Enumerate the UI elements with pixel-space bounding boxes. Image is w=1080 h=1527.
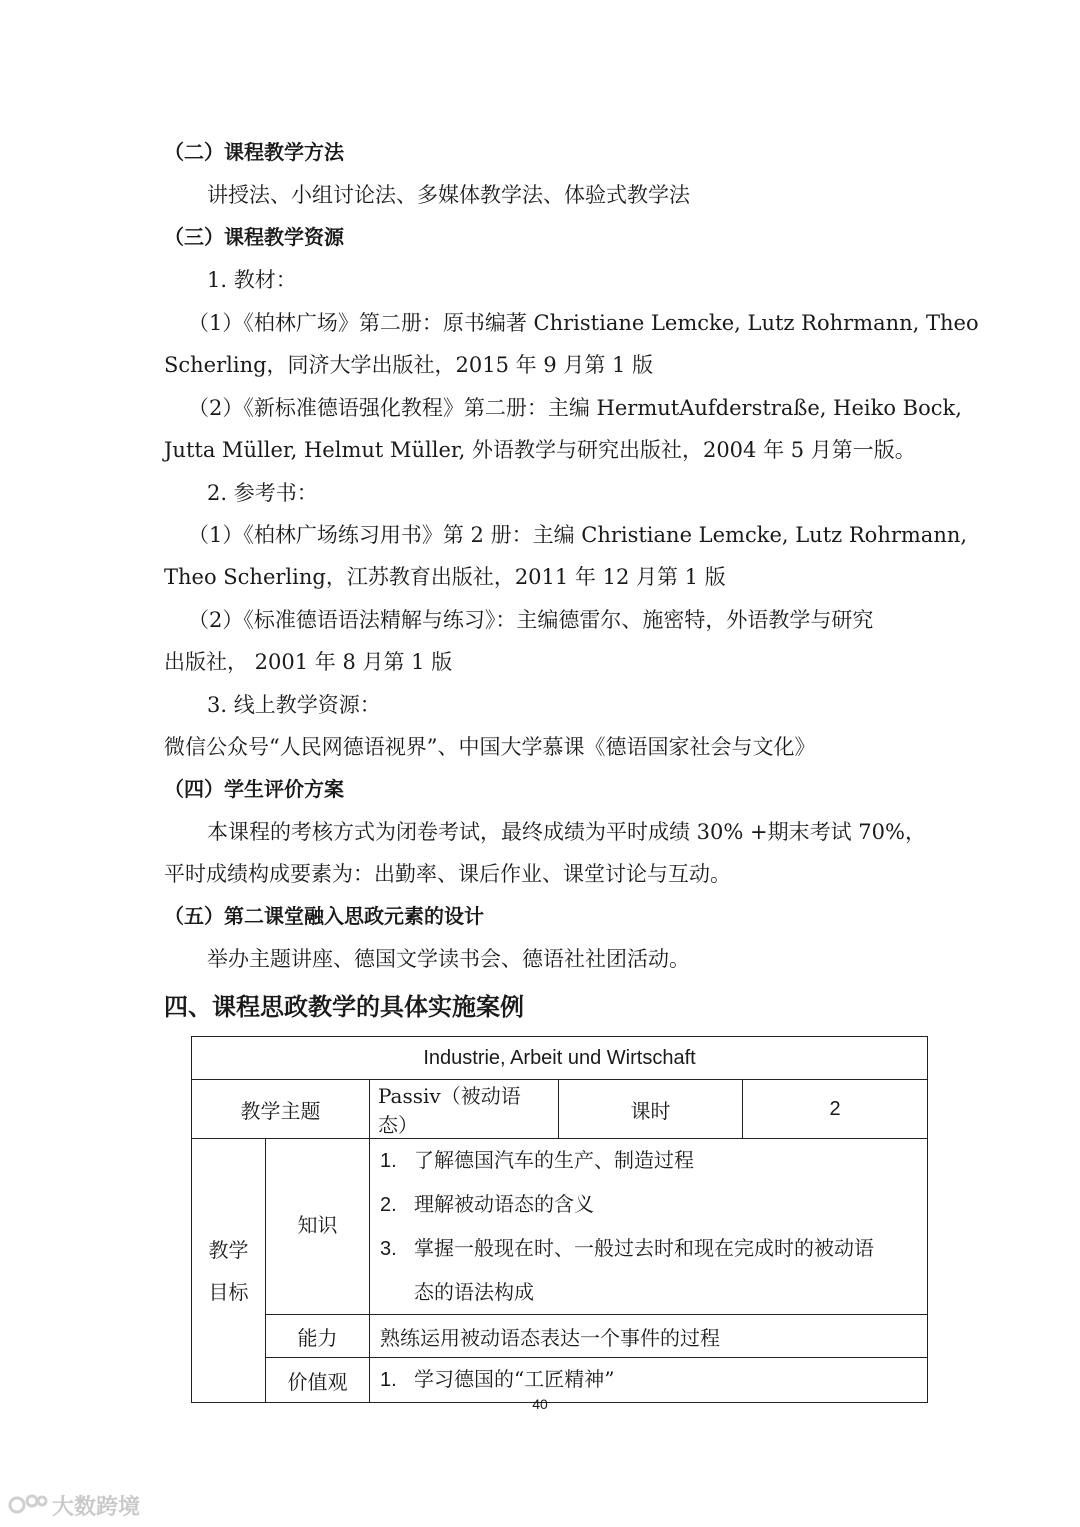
online-label: 3. 线上教学资源： xyxy=(207,693,381,717)
reference1-line1: （1）《柏林广场练习用书》第 2 册：主编 Christiane Lemcke, Lutz Rohrmann, xyxy=(188,523,968,547)
watermark-text: 大数跨境 xyxy=(52,1495,141,1520)
knowledge-item-text: 了解德国汽车的生产、制造过程 xyxy=(414,1148,694,1172)
methods-heading: （二）课程教学方法 xyxy=(164,140,344,164)
case-heading: 四、课程思政教学的具体实施案例 xyxy=(164,993,524,1021)
hours-value: 2 xyxy=(743,1080,928,1139)
textbook1-line1: （1）《柏林广场》第二册：原书编著 Christiane Lemcke, Lutz Rohrmann, Theo xyxy=(188,311,979,335)
ability-label: 能力 xyxy=(266,1315,370,1358)
watermark-logo-icon xyxy=(8,1492,48,1524)
ability-row xyxy=(192,1315,928,1358)
knowledge-label: 知识 xyxy=(266,1139,370,1315)
case-title-row xyxy=(192,1037,928,1080)
page-number: 40 xyxy=(532,1396,548,1412)
reference2-line2: 出版社， 2001 年 8 月第 1 版 xyxy=(164,650,453,674)
knowledge-content xyxy=(370,1139,928,1315)
goal-label-line1: 教学 xyxy=(208,1237,249,1262)
hours-label: 课时 xyxy=(559,1080,743,1139)
topic-row xyxy=(192,1080,928,1139)
reference-label: 2. 参考书： xyxy=(207,481,318,505)
knowledge-row xyxy=(192,1139,928,1315)
values-item-text: 学习德国的“工匠精神” xyxy=(414,1367,615,1391)
reference1-line2: Theo Scherling，江苏教育出版社，2011 年 12 月第 1 版 xyxy=(164,565,726,589)
evaluation-line1: 本课程的考核方式为闭卷考试，最终成绩为平时成绩 30% +期末考试 70%， xyxy=(207,820,926,844)
second-class-heading: （五）第二课堂融入思政元素的设计 xyxy=(164,904,484,928)
second-class-text: 举办主题讲座、德国文学读书会、德语社社团活动。 xyxy=(207,947,690,971)
case-table xyxy=(191,1036,928,1403)
topic-label: 教学主题 xyxy=(192,1080,370,1139)
knowledge-item-number: 2. xyxy=(380,1194,397,1216)
knowledge-item xyxy=(380,1227,919,1271)
knowledge-item-text: 理解被动语态的含义 xyxy=(414,1192,594,1216)
knowledge-item-number: 1. xyxy=(380,1150,397,1172)
watermark xyxy=(8,1490,140,1524)
textbook2-line2: Jutta Müller, Helmut Müller, 外语教学与研究出版社，2004 年 5 月第一版。 xyxy=(164,438,916,462)
evaluation-heading: （四）学生评价方案 xyxy=(164,777,344,801)
knowledge-item xyxy=(380,1183,919,1227)
knowledge-item-continuation: 态的语法构成 xyxy=(414,1280,534,1304)
goal-label-line2: 目标 xyxy=(208,1279,249,1304)
case-title: Industrie, Arbeit und Wirtschaft xyxy=(192,1037,928,1080)
topic-value: Passiv（被动语态） xyxy=(370,1080,559,1139)
values-label: 价值观 xyxy=(266,1358,370,1403)
online-text: 微信公众号“人民网德语视界”、中国大学慕课《德语国家社会与文化》 xyxy=(164,735,816,759)
goal-label xyxy=(192,1139,266,1403)
textbook2-line1: （2）《新标准德语强化教程》第二册：主编 HermutAufderstraße, Heiko Bock, xyxy=(188,396,962,420)
textbook-label: 1. 教材： xyxy=(207,268,297,292)
methods-text: 讲授法、小组讨论法、多媒体教学法、体验式教学法 xyxy=(207,183,690,207)
textbook1-line2: Scherling，同济大学出版社，2015 年 9 月第 1 版 xyxy=(164,353,654,377)
knowledge-item-number: 3. xyxy=(380,1238,397,1260)
reference2-line1: （2）《标准德语语法精解与练习》：主编德雷尔、施密特，外语教学与研究 xyxy=(188,608,874,632)
resources-heading: （三）课程教学资源 xyxy=(164,225,344,249)
evaluation-line2: 平时成绩构成要素为：出勤率、课后作业、课堂讨论与互动。 xyxy=(164,862,731,886)
ability-text: 熟练运用被动语态表达一个事件的过程 xyxy=(370,1315,928,1358)
knowledge-item xyxy=(380,1139,919,1183)
knowledge-item-text: 掌握一般现在时、一般过去时和现在完成时的被动语 xyxy=(414,1236,874,1260)
values-item-number: 1. xyxy=(380,1369,397,1391)
